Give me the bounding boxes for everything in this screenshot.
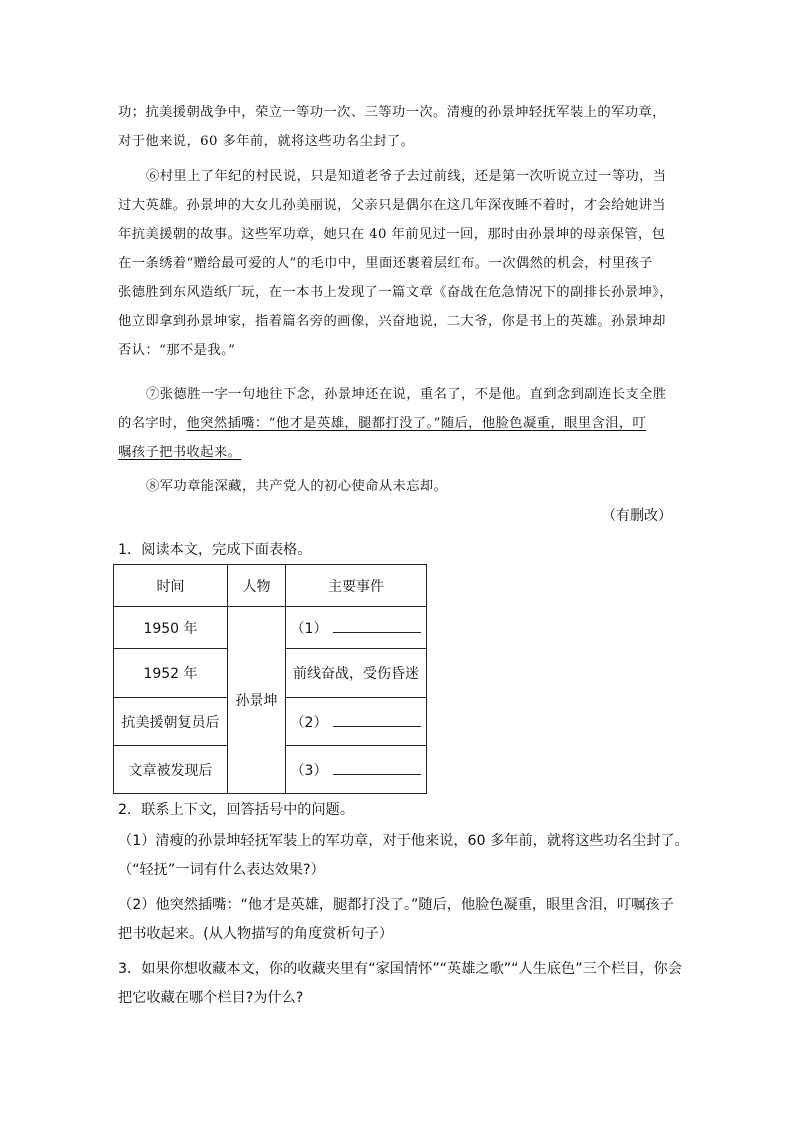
underlined-sentence: 嘱孩子把书收起来。 xyxy=(118,445,242,460)
question-2-1-prompt: （“轻抚”一词有什么表达效果?） xyxy=(118,862,325,878)
cell-person: 孙景坤 xyxy=(228,607,286,794)
paragraph-6-line: 在一条绣着“赠给最可爱的人”的毛巾中，里面还裹着层红布。一次偶然的机会，村里孩子 xyxy=(118,256,653,271)
question-1: 1．阅读本文，完成下面表格。 xyxy=(118,542,312,558)
answer-blank[interactable] xyxy=(333,620,421,633)
cell-time: 抗美援朝复员后 xyxy=(114,698,228,746)
blank-label: （1） xyxy=(290,620,328,637)
header-time: 时间 xyxy=(114,565,228,607)
answer-blank[interactable] xyxy=(333,762,421,775)
blank-label: （2） xyxy=(290,714,328,731)
cell-time: 文章被发现后 xyxy=(114,746,228,794)
header-event: 主要事件 xyxy=(286,565,427,607)
question-2-2-prompt: 把书收起来。(从人物描写的角度赏析句子） xyxy=(118,926,394,942)
plain-text: 的名字时， xyxy=(118,416,187,431)
underlined-sentence: 他突然插嘴：“他才是英雄，腿都打没了。”随后，他脸色凝重，眼里含泪，叮 xyxy=(186,416,647,431)
paragraph-6-line: 年抗美援朝的故事。这些军功章，她只在 40 年前见过一回，那时由孙景坤的母亲保管，包 xyxy=(118,227,666,242)
paragraph-6-line: ⑥村里上了年纪的村民说，只是知道老爷子去过前线，还是第一次听说立过一等功，当 xyxy=(146,169,667,184)
answer-blank[interactable] xyxy=(333,714,421,727)
paragraph-7-line: ⑦张德胜一字一句地往下念，孙景坤还在说，重名了，不是他。直到念到副连长支全胜 xyxy=(146,387,667,402)
events-table xyxy=(113,564,427,794)
paragraph-6-line: 他立即拿到孙景坤家，指着篇名旁的画像，兴奋地说，二大爷，你是书上的英雄。孙景坤却 xyxy=(118,314,666,329)
cell-event: 前线奋战，受伤昏迷 xyxy=(286,649,427,698)
question-2: 2．联系上下文，回答括号中的问题。 xyxy=(118,802,355,818)
cell-time: 1950 年 xyxy=(114,607,228,649)
cell-event xyxy=(286,607,427,649)
question-3-line-2: 把它收藏在哪个栏目?为什么? xyxy=(118,990,304,1006)
table-row xyxy=(114,607,427,649)
question-2-2: （2）他突然插嘴：“他才是英雄，腿都打没了。”随后，他脸色凝重，眼里含泪，叮嘱孩子 xyxy=(118,897,674,913)
blank-label: （3） xyxy=(290,762,328,779)
paragraph-6-line: 过大英雄。孙景坤的大女儿孙美丽说，父亲只是偶尔在这几年深夜睡不着时，才会给她讲当 xyxy=(118,198,666,213)
paragraph-7-line xyxy=(118,439,678,467)
question-2-1: （1）清瘦的孙景坤轻抚军装上的军功章，对于他来说，60 多年前，就将这些功名尘封了。 xyxy=(118,833,689,849)
source-note: （有删改） xyxy=(602,508,672,524)
paragraph-6-line: 张德胜到东风造纸厂玩，在一本书上发现了一篇文章《奋战在危急情况下的副排长孙景坤》， xyxy=(118,285,673,300)
header-person: 人物 xyxy=(228,565,286,607)
passage-line: 功；抗美援朝战争中，荣立一等功一次、三等功一次。清瘦的孙景坤轻抚军装上的军功章， xyxy=(118,105,666,120)
paragraph-6-line: 否认：“那不是我。” xyxy=(118,343,236,358)
paragraph-7-line xyxy=(118,410,678,438)
question-3: 3．如果你想收藏本文，你的收藏夹里有“家国情怀”“英雄之歌”“人生底色”三个栏目，你会 xyxy=(118,961,682,977)
paragraph-8-line: ⑧军功章能深藏，共产党人的初心使命从未忘却。 xyxy=(146,479,448,494)
passage-line: 对于他来说，60 多年前，就将这些功名尘封了。 xyxy=(118,134,415,149)
table-header-row xyxy=(114,565,427,607)
cell-time: 1952 年 xyxy=(114,649,228,698)
cell-event xyxy=(286,746,427,794)
cell-event xyxy=(286,698,427,746)
